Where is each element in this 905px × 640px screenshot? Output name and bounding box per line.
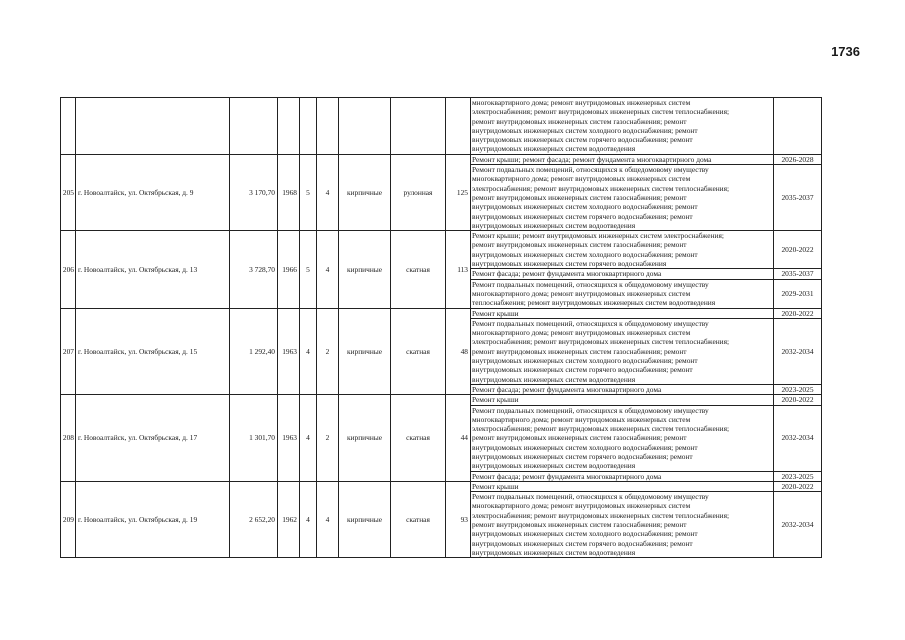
work-description-text: Ремонт крыши; ремонт фасада; ремонт фундамента многоквартирного дома	[472, 154, 712, 164]
work-description-cell	[471, 471, 774, 481]
entrances-cell: 4	[317, 231, 339, 308]
work-description-text: Ремонт подвальных помещений, относящихся к общедомовому имуществу многоквартирного дома; ремонт внутридомовых инженерных систем электроснабжения; ремонт внутридомовых инженерных систем теплоснабжения; ремонт внутридомовых инженерных систем газоснабжения; ремонт внутридомовых инженерных систем холодного водоснабжения; ремонт внутридомовых инженерных систем горячего водоснабжения; ремонт внутридомовых инженерных систем водоотведения	[472, 165, 730, 230]
year-cell	[278, 98, 300, 155]
period-cell: 2020-2022	[774, 395, 822, 405]
period-cell: 2020-2022	[774, 308, 822, 318]
period-cell: 2035-2037	[774, 269, 822, 279]
period-cell: 2035-2037	[774, 165, 822, 231]
period-cell: 2032-2034	[774, 318, 822, 384]
floors-cell: 5	[300, 154, 317, 230]
wall-material-cell: кирпичные	[339, 308, 391, 395]
row-number	[61, 98, 76, 155]
residents-cell: 44	[446, 395, 471, 482]
work-description-text: Ремонт фасада; ремонт фундамента многоквартирного дома	[472, 269, 662, 279]
entrances-cell: 4	[317, 481, 339, 557]
work-description-text: Ремонт подвальных помещений, относящихся к общедомовому имуществу многоквартирного дома; ремонт внутридомовых инженерных систем электроснабжения; ремонт внутридомовых инженерных систем теплоснабжения; ремонт внутридомовых инженерных систем газоснабжения; ремонт внутридомовых инженерных систем холодного водоснабжения; ремонт внутридомовых инженерных систем горячего водоснабжения; ремонт внутридомовых инженерных систем водоотведения	[472, 405, 730, 471]
floors-cell: 4	[300, 308, 317, 395]
work-description-cell	[471, 481, 774, 491]
table-row	[61, 308, 822, 318]
work-description-text: Ремонт фасада; ремонт фундамента многоквартирного дома	[472, 471, 662, 481]
work-description-cell	[471, 269, 774, 279]
table-row	[61, 98, 822, 155]
address-cell: г. Новоалтайск, ул. Октябрьская, д. 19	[76, 481, 230, 557]
wall-material-cell: кирпичные	[339, 481, 391, 557]
roof-type-cell: рулонная	[391, 154, 446, 230]
period-cell: 2023-2025	[774, 471, 822, 481]
period-cell: 2023-2025	[774, 384, 822, 394]
area-cell: 3 170,70	[230, 154, 278, 230]
table-row	[61, 395, 822, 405]
work-description-cell	[471, 154, 774, 164]
work-description-cell	[471, 318, 774, 384]
work-description-text: Ремонт подвальных помещений, относящихся к общедомовому имуществу многоквартирного дома; ремонт внутридомовых инженерных систем теплоснабжения; ремонт внутридомовых инженерных систем водоотведения	[472, 279, 716, 308]
roof-type-cell: скатная	[391, 308, 446, 395]
table-row	[61, 154, 822, 164]
page-number: 1736	[831, 44, 860, 59]
work-description-cell	[471, 165, 774, 231]
work-description-text: многоквартирного дома; ремонт внутридомовых инженерных систем электроснабжения; ремонт внутридомовых инженерных систем теплоснабжения; ремонт внутридомовых инженерных систем газоснабжения; ремонт внутридомовых инженерных систем холодного водоснабжения; ремонт внутридомовых инженерных систем горячего водоснабжения; ремонт внутридомовых инженерных систем водоотведения	[472, 98, 730, 154]
work-description-cell	[471, 231, 774, 269]
residents-cell: 125	[446, 154, 471, 230]
area-cell: 2 652,20	[230, 481, 278, 557]
work-description-cell	[471, 395, 774, 405]
address-cell: г. Новоалтайск, ул. Октябрьская, д. 13	[76, 231, 230, 308]
residents-cell: 93	[446, 481, 471, 557]
work-description-text: Ремонт крыши	[472, 395, 519, 405]
table-row	[61, 231, 822, 269]
year-cell: 1966	[278, 231, 300, 308]
repair-schedule-table	[60, 97, 822, 558]
year-cell: 1963	[278, 308, 300, 395]
period-cell: 2020-2022	[774, 231, 822, 269]
wall-material-cell: кирпичные	[339, 231, 391, 308]
area-cell	[230, 98, 278, 155]
address-cell	[76, 98, 230, 155]
roof-type-cell	[391, 98, 446, 155]
period-cell: 2020-2022	[774, 481, 822, 491]
period-cell	[774, 98, 822, 155]
table-row	[61, 481, 822, 491]
entrances-cell: 4	[317, 154, 339, 230]
floors-cell	[300, 98, 317, 155]
address-cell: г. Новоалтайск, ул. Октябрьская, д. 9	[76, 154, 230, 230]
wall-material-cell	[339, 98, 391, 155]
residents-cell: 48	[446, 308, 471, 395]
area-cell: 1 301,70	[230, 395, 278, 482]
wall-material-cell: кирпичные	[339, 154, 391, 230]
year-cell: 1963	[278, 395, 300, 482]
work-description-text: Ремонт крыши	[472, 308, 519, 318]
floors-cell: 4	[300, 395, 317, 482]
work-description-cell	[471, 279, 774, 308]
work-description-cell	[471, 308, 774, 318]
row-number: 209	[61, 481, 76, 557]
period-cell: 2032-2034	[774, 405, 822, 471]
work-description-cell	[471, 384, 774, 394]
year-cell: 1962	[278, 481, 300, 557]
floors-cell: 4	[300, 481, 317, 557]
wall-material-cell: кирпичные	[339, 395, 391, 482]
year-cell: 1968	[278, 154, 300, 230]
row-number: 208	[61, 395, 76, 482]
area-cell: 3 728,70	[230, 231, 278, 308]
entrances-cell: 2	[317, 395, 339, 482]
period-cell: 2026-2028	[774, 154, 822, 164]
row-number: 206	[61, 231, 76, 308]
address-cell: г. Новоалтайск, ул. Октябрьская, д. 15	[76, 308, 230, 395]
work-description-cell	[471, 405, 774, 471]
work-description-text: Ремонт подвальных помещений, относящихся к общедомовому имуществу многоквартирного дома; ремонт внутридомовых инженерных систем электроснабжения; ремонт внутридомовых инженерных систем теплоснабжения; ремонт внутридомовых инженерных систем газоснабжения; ремонт внутридомовых инженерных систем холодного водоснабжения; ремонт внутридомовых инженерных систем горячего водоснабжения; ремонт внутридомовых инженерных систем водоотведения	[472, 318, 730, 384]
period-cell: 2029-2031	[774, 279, 822, 308]
work-description-text: Ремонт подвальных помещений, относящихся к общедомовому имуществу многоквартирного дома; ремонт внутридомовых инженерных систем электроснабжения; ремонт внутридомовых инженерных систем теплоснабжения; ремонт внутридомовых инженерных систем газоснабжения; ремонт внутридомовых инженерных систем холодного водоснабжения; ремонт внутридомовых инженерных систем горячего водоснабжения; ремонт внутридомовых инженерных систем водоотведения	[472, 492, 730, 557]
row-number: 205	[61, 154, 76, 230]
entrances-cell	[317, 98, 339, 155]
work-description-text: Ремонт крыши; ремонт внутридомовых инженерных систем электроснабжения; ремонт внутридомовых инженерных систем газоснабжения; ремонт внутридомовых инженерных систем холодного водоснабжения; ремонт внутридомовых инженерных систем горячего водоснабжения	[472, 231, 724, 269]
roof-type-cell: скатная	[391, 395, 446, 482]
entrances-cell: 2	[317, 308, 339, 395]
address-cell: г. Новоалтайск, ул. Октябрьская, д. 17	[76, 395, 230, 482]
residents-cell: 113	[446, 231, 471, 308]
work-description-cell	[471, 492, 774, 558]
roof-type-cell: скатная	[391, 481, 446, 557]
roof-type-cell: скатная	[391, 231, 446, 308]
row-number: 207	[61, 308, 76, 395]
residents-cell	[446, 98, 471, 155]
work-description-text: Ремонт фасада; ремонт фундамента многоквартирного дома	[472, 384, 662, 394]
period-cell: 2032-2034	[774, 492, 822, 558]
work-description-cell	[471, 98, 774, 155]
area-cell: 1 292,40	[230, 308, 278, 395]
floors-cell: 5	[300, 231, 317, 308]
work-description-text: Ремонт крыши	[472, 481, 519, 491]
